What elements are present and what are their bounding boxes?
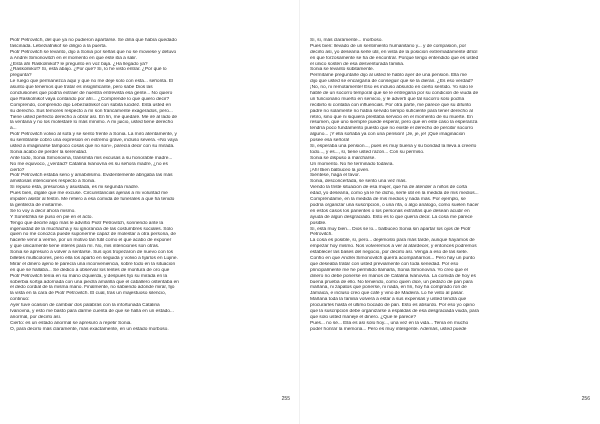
left-page [10, 0, 290, 424]
text-line: hablé de un socorro temporal que se le entregaría por su condición de viuda de [310, 91, 479, 97]
text-line: establecer las bases del negocio, por decirlo así. Venga a eso de las siete. [310, 250, 468, 256]
text-line: Piotr Petrovitch volvió al sofá y se sentó frente a Sonia. La miró atentamente, y [10, 132, 177, 138]
text-line: Sí, sí, más claramente... morboso. [310, 38, 383, 43]
left-page-text [10, 38, 290, 333]
text-line: alguno... ¡Y ella soñaba ya con una pensión! ¡Je, je, je! ¡Qué imaginación [310, 132, 465, 138]
text-line: poder honrar la memoria... Pero es muy inteligente. Además, usted puede [310, 326, 467, 332]
text-line: a... [10, 126, 17, 132]
text-line: Viendo la triste situación de esa mujer, que ha de atender a niños de corta [310, 185, 468, 191]
text-line: resumen, que uno siempre puede esperar, pero que en este caso la esperanza [310, 120, 478, 126]
text-line: Y Sonetchka se puso en pie en el acto. [10, 214, 93, 220]
text-line: ingenuidad de la muchacha y su ignorancia de las costumbres sociales. Sólo [10, 226, 173, 232]
text-line: Pues... no sé... Ella es así sólo hoy..., una vez en la vida... Tenía en mucho [310, 320, 469, 326]
text-line: principalmente me he permitido llamarla, Sonia Simonovna. Yo creo que el [310, 267, 468, 273]
right-page-number: 256 [581, 396, 590, 402]
text-line: Sonia, desconcertada, se sentó una vez más. [310, 179, 407, 185]
text-line: No me equivoco, ¿verdad? Catalina Ivanovna es su señora madre, ¿no es [10, 161, 168, 167]
text-line: que la suscripción debe organizarse a espaldas de esa desgraciada viuda, para [310, 308, 479, 314]
text-line: Piotr Petrovitch estaba serio y amabilísimo. Evidentemente abrigaba las más [10, 173, 173, 179]
text-line: continuó: [10, 297, 30, 303]
text-line: Comprendo, comprendo dijo Lebeziatnikof con súbita lucidez. Está usted en [10, 102, 171, 108]
text-line: Un momento. No he terminado todavía. [310, 161, 394, 167]
text-line: Sonia se apresuró a volver a sentarse. Sus ojos tropezaron de nuevo con los [10, 250, 174, 256]
text-line: Pues bien: llevado de un sentimiento humanitario y... y de compasión, por [310, 43, 467, 49]
text-line: soberbia sortija adornada con una piedra amarilla que el caballero ostentaba en [10, 279, 179, 285]
text-line: su derecho. Sus temores respecto a mí son francamente exagerados, pero... [10, 108, 173, 114]
text-line: hacerle venir a verme, por un motivo tan fútil como el que acabo de exponer [10, 238, 172, 244]
text-line: padre no solamente no había servido tiempo suficiente para tener derecho al [310, 108, 473, 114]
text-line: tendría poco fundamento puesto que no existe el derecho de percibir socorro [310, 126, 474, 132]
text-line: O, para decirlo más claramente, más exactamente, en un estado morboso. [10, 326, 169, 332]
text-line: todo..., y es..., sí, tiene usted razón... Con su permiso. [310, 149, 425, 155]
text-line: en que forzosamente se ha de encontrar. Porque tengo entendido que es usted [310, 55, 479, 61]
text-line: La cosa es posible, sí, pero... dejémoslo para más tarde, aunque hayamos de [310, 238, 475, 244]
text-line: fascinada. Lebeziatnikof se dirigió a la puerta. [10, 43, 107, 49]
text-line: procurarles hasta el último bocado de pan. Esto es absurdo. Por eso yo opino [310, 303, 475, 309]
text-line: posee esa señora! [310, 138, 350, 144]
text-line: billetes multicolores, pero ella los apartó en seguida y volvió a fijarlos en Lujine. [10, 255, 178, 261]
text-line: Ayer tuve ocasión de cambiar dos palabras con la infortunada Catalina [10, 303, 160, 309]
text-line: Sí, está muy bien... Dios se lo... balbuceó Sonia sin apartar los ojos de Piotr [310, 226, 471, 232]
text-line: la gentileza de invitarme. [10, 202, 63, 208]
text-line: Ante todo, Sonia Simonovna, transmita mis excusas a su honorable madre... [10, 155, 173, 161]
text-line: Piotr Petrovitch tenía en su mano izquierda, y después fijó su mirada en la [10, 273, 168, 279]
text-line: impiden asistir al festín. Me refiero a esa comida de funerales a que ha tenido [10, 197, 175, 203]
right-page [310, 0, 590, 424]
text-line: ¿Raskólnikof? Sí, está abajo. ¿Por qué? Sí, lo he visto entrar. ¿Por qué lo [10, 67, 167, 73]
text-line: cierto? [10, 167, 25, 173]
left-page-number: 255 [281, 396, 290, 402]
text-line: y que únicamente tiene interés para mí. No, mis intenciones son otras. [10, 244, 160, 250]
text-line: recibirlo si contaba con influencias. Por otra parte, me parece que su difunto [310, 102, 472, 108]
text-line: quien no me conozca puede suponerme capaz de molestar a otra persona, de [10, 232, 176, 238]
text-line: edad, yo desearía, como ya le he dicho, serle útil en la medida de mis medios... [310, 191, 479, 197]
text-line: asunto que tenemos que tratar es insignificante, pero sabe Dios las [10, 85, 153, 91]
text-line: Le ruego que permanezca aquí y que no me deje solo con esta... señorita. El [10, 79, 174, 85]
text-line: ¿Está ahí Raskólnikof? le preguntó en voz baja. ¿Ha llegado ya? [10, 61, 148, 67]
text-line: Compréndame, en la medida de mis medios y nada más. Por ejemplo, se [310, 197, 466, 203]
text-line: la ventana y no los molestaré lo más mínimo. A mi juicio, usted tiene derecho [10, 120, 173, 126]
text-line: Pues bien, dígale que me excuse. Circunstancias ajenas a mi voluntad me [10, 191, 168, 197]
text-line: pregunta? [10, 73, 32, 79]
text-line: anormal, por decirlo así. [10, 314, 62, 320]
text-line: usted a imaginarse tampoco cosas que no son», parecía decir con su mirada. [10, 144, 175, 150]
text-line: que deseaba tratar con usted previamente con toda seriedad. Por eso [310, 261, 459, 267]
text-line: podría organizar una suscripción, o una rifa, o algo análogo, como suelen hacer [310, 202, 479, 208]
text-line: Cierto: es un estado anormal se apresuró a repetir Sonia. [10, 320, 132, 326]
text-line: que sólo usted maneje el dinero. ¿Qué le parece? [310, 314, 416, 320]
text-line: en estos casos los parientes o los personas extrañas que desean acudir en [310, 208, 470, 214]
page-gutter [299, 0, 300, 424]
text-line: un funcionario muerto en servicio, y le advertí que tal socorro sólo podría [310, 96, 465, 102]
text-line: en que se hallaba... Se dedicó a observar los lentes de montura de oro que [10, 267, 170, 273]
text-line: Permítame preguntarle dijo al usted le habló ayer de una pensión. Ella me [310, 73, 467, 79]
text-line: empezar hoy mismo. Nos volveremos a ver al atardecer, y entonces podremos [310, 244, 477, 250]
text-line: Mirar el dinero ajeno le parecía una inconveniencia, sobre todo en la situación [10, 261, 176, 267]
text-line: Sonia se dispuso a marcharse. [310, 155, 376, 161]
text-line: Sí, esperaba una pensión..., pues es muy buena y su bondad la lleva a creerlo [310, 144, 477, 150]
text-line: Se lo voy a decir ahora mismo. [10, 208, 76, 214]
text-line: Confío en que Andréi Simonovitch querrá acompañarnos... Pero hay un punto [310, 255, 475, 261]
text-line: Tengo que decirle algo más le advirtió Piotr Petrovitch, sonriendo ante la [10, 220, 164, 226]
text-line: Piotr Petrovitch, del que ya no pudieron apartarse. Se diría que había quedado [10, 38, 177, 43]
text-line: Piotr Petrovitch se levantó, dijo a Sonia por señas que no se moviese y detuvo [10, 49, 177, 55]
text-line: Sonia acabó de perder la serenidad. [10, 149, 88, 155]
text-line: Sí repuso ésta, presurosa y asustada, es mi segunda madre. [10, 185, 140, 191]
text-line: conclusiones que podría extraer de nuestra entrevista esa gente... No quiero [10, 91, 173, 97]
text-line: su semblante cobró una expresión en extremo grave, incluso severa. «No vaya [10, 138, 178, 144]
text-line: Jamaica, e incluso creo que café y vino de Madeira. Lo he visto al pasar. [310, 291, 464, 297]
text-line: amistosas intenciones respecto a Sonia. [10, 179, 96, 185]
text-line: Siéntese, haga el favor. [310, 173, 360, 179]
text-line: el único sostén de esa desventurada familia. [310, 61, 405, 67]
text-line: mañana, ni zapatos que ponerse, ni nada, en fin, hoy ha comprado ron de [310, 285, 467, 291]
text-line: a Andréi Simonovitch en el momento en que éste iba a salir. [10, 55, 137, 61]
text-line: Ivanovna, y esto me bastó para darme cuenta de que se halla en un estado... [10, 308, 174, 314]
text-line: decirlo así, yo desearía serle útil, en vista de la posición extremadamente difícil [310, 49, 478, 55]
text-line: dijo que usted se encargaría de conseguir que se la dieran. ¿Es eso verdad? [310, 79, 474, 85]
text-line: que Raskólnikof vaya contando por ahí... ¿Comprende lo que quiero decir? [10, 96, 170, 102]
text-line: Sonia se levantó súbitamente. [310, 67, 375, 73]
text-line: buena prueba de ello. No teniendo, como quien dice, un pedazo de pan para [310, 279, 473, 285]
text-line: ¡Ah! Bien balbuceó la joven. [310, 167, 370, 173]
text-line: Mañana toda la familia volverá a estar a sus expensas y usted tendrá que [310, 297, 467, 303]
text-line: Petrovitch. [310, 232, 333, 238]
text-line: Tiene usted perfecto derecho a obrar así. En fin, me quedaré. Me iré al lado de [10, 114, 178, 120]
text-line: dinero no debe ponerse en manos de Catalina Ivanovna. La comida de hoy es [310, 273, 476, 279]
text-line: ayuda de algún desgraciado. Esto es lo que quería decir. La cosa me parece [310, 214, 473, 220]
text-line: el dedo cordial de la misma mano. Finalmente, no sabiendo adónde mirar, fijó [10, 285, 175, 291]
text-line: ¡No, no, ni remotamente! Eso es incluso absurdo en cierto sentido. Yo sólo le [310, 85, 474, 91]
text-line: posible. [310, 220, 327, 226]
right-page-text [310, 38, 590, 333]
text-line: retiro, sino que ni siquiera prestaba servicio en el momento de su muerte. En [310, 114, 473, 120]
text-line: la vista en la cara de Piotr Petrovitch. El cual, tras un majestuoso silencio, [10, 291, 166, 297]
